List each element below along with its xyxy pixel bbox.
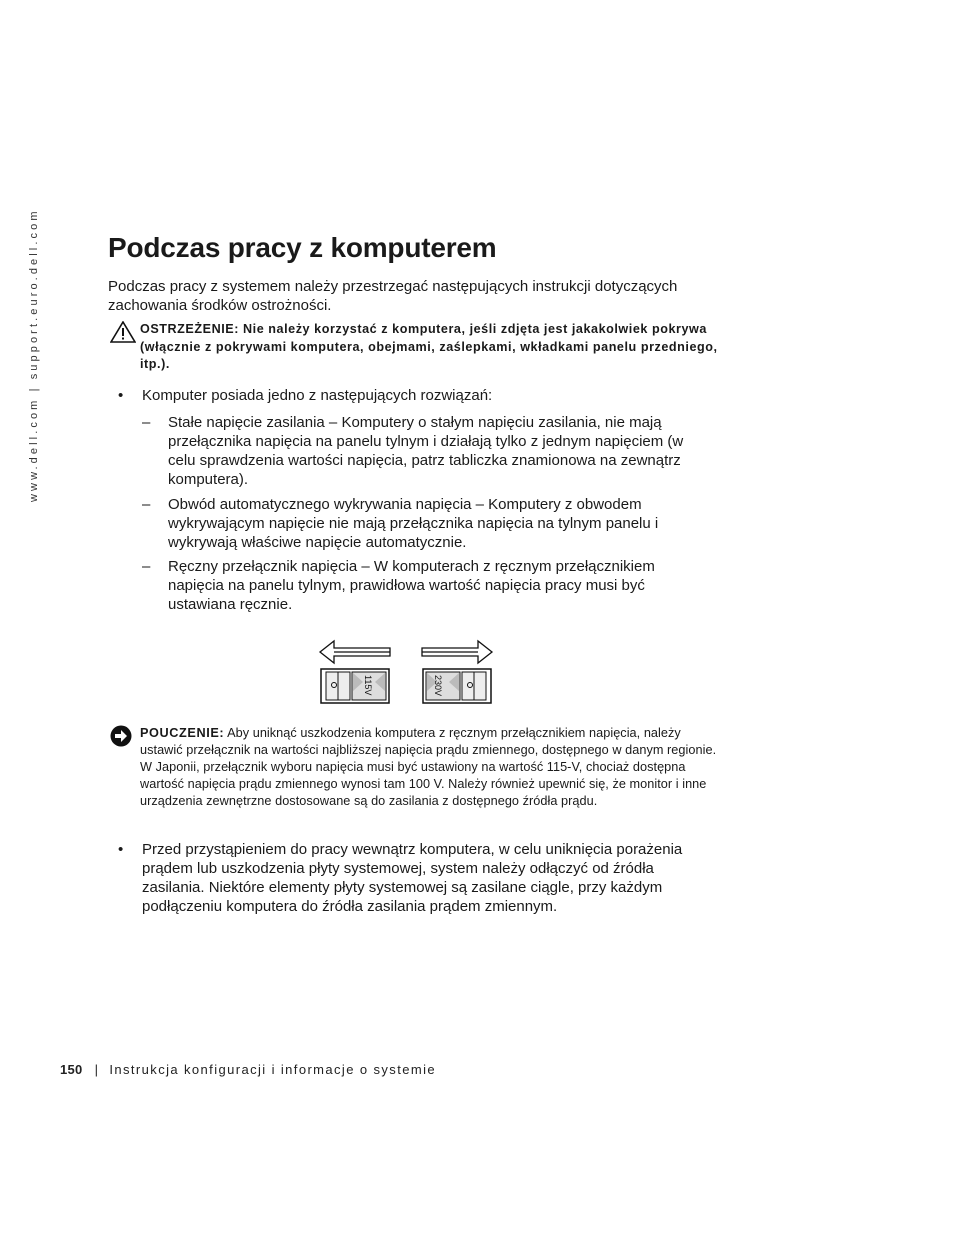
notice-block	[108, 725, 720, 810]
list-item	[142, 413, 712, 489]
dash-marker: –	[142, 558, 151, 575]
notice-label: POUCZENIE:	[140, 726, 225, 740]
intro-paragraph: Podczas pracy z systemem należy przestrzegać następujących instrukcji dotyczących zachowania środków ostrożności.	[108, 278, 678, 314]
warning-triangle-icon	[110, 321, 136, 343]
warning-text: OSTRZEŻENIE: Nie należy korzystać z komputera, jeśli zdjęta jest jakakolwiek pokrywa (włącznie z pokrywami komputera, obejmami, zaślepkami, wkładkami panelu przedniego, itp.).	[140, 322, 718, 371]
list-item	[142, 495, 712, 552]
notice-arrow-icon	[110, 725, 132, 747]
page-number: 150	[60, 1062, 83, 1077]
notice-text: Aby uniknąć uszkodzenia komputera z ręcznym przełącznikiem napięcia, należy ustawić przełącznik na wartości najbliższej napięcia prądu zmiennego, dostępnego w danym regionie. W Japonii, przełącznik wyboru napięcia musi być ustawiony na wartość 115-V, chociaż dostępna wartość napięcia prądu zmiennego wynosi tam 100 V. Należy również upewnić się, że monitor i inne urządzenia zewnętrzne dostosowane są do zasilania z dostępnego źródła prądu.	[140, 726, 717, 808]
dash-marker: –	[142, 414, 151, 431]
arrow-left-icon	[320, 641, 390, 663]
bullet-text: Komputer posiada jedno z następujących rozwiązań:	[142, 387, 493, 404]
switch-115v	[321, 669, 389, 703]
dash-text: Stałe napięcie zasilania – Komputery o stałym napięciu zasilania, nie mają przełącznika napięcia na panelu tylnym i działają tylko z jednym napięciem (w celu sprawdzenia wartości napięcia, patrz tabliczka znamionowa na zewnątrz komputera).	[168, 414, 684, 488]
switch-230v	[423, 669, 491, 703]
dash-text: Ręczny przełącznik napięcia – W komputerach z ręcznym przełącznikiem napięcia na panelu tylnym, prawidłowa wartość napięcia pracy musi być ustawiana ręcznie.	[168, 558, 655, 613]
bullet-marker: •	[118, 841, 124, 858]
arrow-right-icon	[422, 641, 492, 663]
dash-marker: –	[142, 496, 151, 513]
bullet-marker: •	[118, 387, 124, 404]
bullet-text: Przed przystąpieniem do pracy wewnątrz komputera, w celu uniknięcia porażenia prądem lub uszkodzenia płyty systemowej, system należy odłączyć od źródła zasilania. Niektóre elementy płyty systemowej są zasilane ciągle, przy każdym podłączeniu komputera do źródła zasilania prądem zmiennym.	[142, 841, 683, 915]
list-item	[118, 840, 718, 916]
list-item	[118, 386, 718, 405]
footer-title: Instrukcja konfiguracji i informacje o systemie	[109, 1062, 436, 1077]
notice-paragraph	[140, 725, 720, 810]
list-item	[142, 557, 712, 614]
footer-separator: |	[94, 1062, 100, 1077]
page-title: Podczas pracy z komputerem	[108, 232, 497, 263]
page-footer	[60, 1062, 436, 1077]
sidebar-url: www.dell.com | support.euro.dell.com	[28, 208, 40, 502]
label-230v: 230V	[433, 675, 443, 697]
dash-text: Obwód automatycznego wykrywania napięcia – Komputery z obwodem wykrywającym napięcie nie mają przełącznika napięcia na tylnym panelu i wykrywają właściwe napięcie automatycznie.	[168, 496, 659, 551]
warning-block	[108, 321, 728, 374]
label-115v: 115V	[363, 675, 373, 696]
voltage-switch-illustration	[318, 636, 498, 706]
